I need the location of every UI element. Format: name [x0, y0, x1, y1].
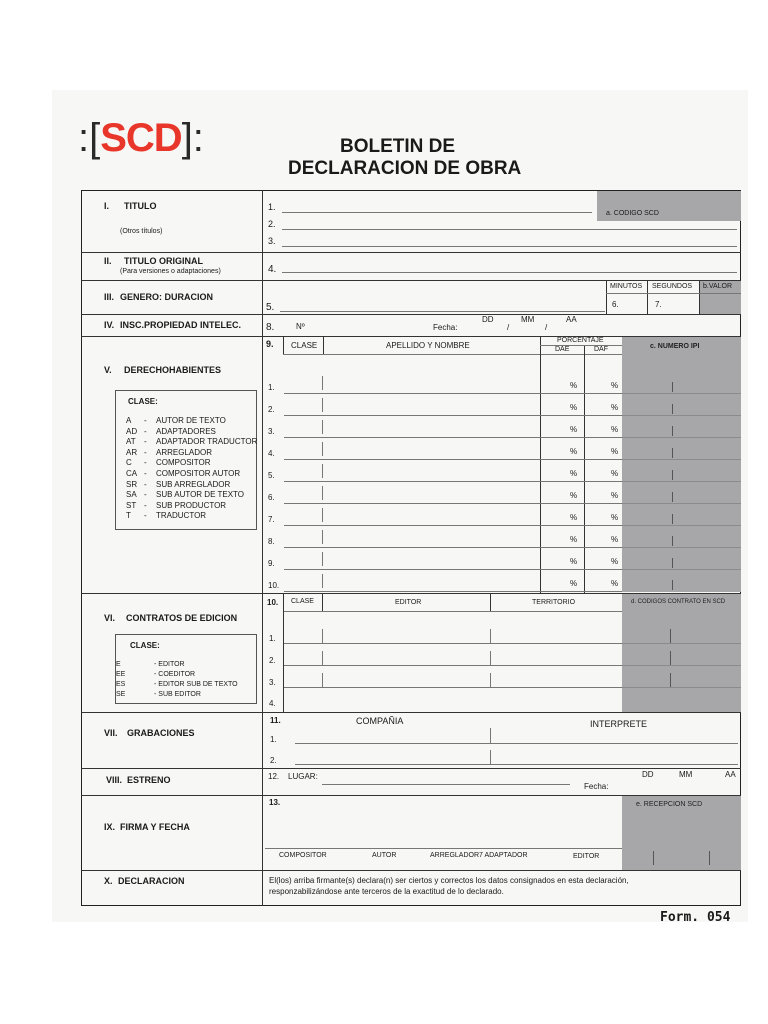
daf-pct-symbol: % [611, 513, 619, 522]
dae-pct-symbol: % [570, 491, 578, 500]
contrato-class-desc: - EDITOR SUB DE TEXTO [154, 681, 238, 688]
section-2-roman: II. [104, 256, 112, 266]
contrato-class-code: E [116, 661, 121, 668]
contrato-row-tick [322, 673, 323, 687]
codigo-row-tick [670, 651, 671, 665]
derecho-class-desc: ADAPTADORES [156, 426, 216, 436]
contrato-row-tick [490, 673, 491, 687]
ipi-row-line [622, 503, 741, 504]
lugar-field[interactable] [322, 784, 570, 785]
section-2-sub: (Para versiones o adaptaciones) [120, 268, 221, 275]
s1-line-1-num: 1. [268, 202, 276, 212]
dae-pct-symbol: % [570, 447, 578, 456]
codigo-row-line [622, 643, 741, 644]
derecho-class-desc: ARREGLADOR [156, 447, 213, 457]
dae-pct-symbol: % [570, 557, 578, 566]
derecho-row-tick [322, 508, 323, 522]
contrato-row-num: 3. [269, 678, 276, 687]
grabacion-field-2[interactable] [295, 764, 738, 765]
section-6-roman: VI. [104, 613, 116, 623]
logo-mark: SCD [100, 116, 182, 160]
segundos-label: SEGUNDOS [652, 283, 693, 290]
pct-row-line[interactable] [540, 459, 622, 460]
derecho-class-desc: COMPOSITOR AUTOR [156, 469, 241, 478]
ipi-row-line [622, 481, 741, 482]
title-line-2: DECLARACION DE OBRA [288, 158, 522, 179]
section-3-label: GENERO: DURACION [120, 292, 214, 302]
daf-pct-symbol: % [611, 491, 619, 500]
s6-num: 10. [267, 598, 279, 607]
derecho-class-desc: ADAPTADOR TRADUCTOR [156, 437, 258, 447]
contrato-row-line[interactable] [284, 687, 622, 688]
dae-pct-symbol: % [570, 579, 578, 588]
daf-label: DAF [594, 346, 608, 353]
codigo-row-line [622, 687, 741, 688]
sig-autor: AUTOR [372, 852, 397, 859]
derecho-class-desc: SUB ARREGLADOR [156, 479, 231, 489]
s5-clase-col: CLASE [291, 341, 318, 350]
sig-arreglador: ARREGLADOR7 ADAPTADOR [430, 852, 528, 859]
no-label: Nº [296, 322, 305, 331]
section-9-roman: IX. [104, 822, 116, 832]
derecho-row-tick [322, 464, 323, 478]
numero-ipi-label: c. NUMERO IPI [650, 343, 700, 350]
recepcion-scd-label: e. RECEPCION SCD [636, 801, 703, 808]
derecho-row-num: 8. [268, 537, 275, 546]
ipi-row-tick [672, 536, 673, 546]
estreno-fecha-label: Fecha: [584, 782, 609, 791]
compania-label: COMPAÑIA [356, 716, 404, 726]
section-8-label: ESTRENO [127, 775, 171, 785]
pct-row-line[interactable] [540, 591, 622, 592]
ipi-row-tick [672, 404, 673, 414]
s1-line-3-num: 3. [268, 236, 276, 246]
derecho-row-num: 5. [268, 471, 275, 480]
contrato-class-title: CLASE: [130, 641, 160, 650]
derecho-class-code: A [126, 416, 132, 425]
derecho-row-tick [322, 552, 323, 566]
dae-pct-symbol: % [570, 535, 578, 544]
daf-pct-symbol: % [611, 425, 619, 434]
codigo-row-tick [670, 629, 671, 643]
codigos-contrato-label: d. CODIGOS CONTRATO EN SCD [631, 599, 726, 605]
pct-row-line[interactable] [540, 569, 622, 570]
contrato-row-tick [490, 651, 491, 665]
s6-editor-col: EDITOR [395, 599, 422, 606]
daf-pct-symbol: % [611, 381, 619, 390]
ipi-row-line [622, 437, 741, 438]
titulo-field-2[interactable] [282, 229, 737, 230]
derecho-class-title: CLASE: [128, 397, 158, 406]
logo-bracket-left: :[ [78, 116, 101, 160]
derecho-class-dash: - [144, 437, 147, 447]
logo [78, 118, 204, 158]
codigo-row-line [622, 665, 741, 666]
daf-pct-symbol: % [611, 579, 619, 588]
ipi-row-tick [672, 492, 673, 502]
daf-pct-symbol: % [611, 403, 619, 412]
minutos-num: 6. [612, 300, 619, 309]
derecho-row-tick [322, 442, 323, 456]
ipi-row-tick [672, 580, 673, 590]
derecho-class-code: AD [126, 426, 138, 436]
date-slash-2: / [545, 323, 548, 332]
section-1-sub: (Otros títulos) [120, 228, 163, 235]
dae-pct-symbol: % [570, 381, 578, 390]
segundos-num: 7. [655, 300, 662, 309]
dd-label: DD [482, 315, 494, 324]
derecho-row-tick [322, 530, 323, 544]
ipi-row-tick [672, 426, 673, 436]
contrato-class-desc: - COEDITOR [154, 671, 196, 678]
s7-num: 11. [270, 716, 281, 725]
contrato-row-num: 1. [269, 634, 276, 643]
derecho-row-tick [322, 486, 323, 500]
derecho-row-num: 4. [268, 449, 275, 458]
section-8-roman: VIII. [106, 775, 123, 785]
contrato-class-code: EE [116, 671, 126, 678]
derecho-row-tick [322, 376, 323, 390]
title-line-1: BOLETIN DE [340, 136, 456, 157]
contrato-row-line[interactable] [284, 643, 622, 644]
aa-label: AA [566, 315, 577, 324]
contrato-row-line[interactable] [284, 665, 622, 666]
section-6-label: CONTRATOS DE EDICION [126, 613, 238, 623]
contrato-class-code: SE [116, 691, 126, 698]
minutos-label: MINUTOS [610, 283, 643, 290]
derecho-row-num: 1. [268, 383, 275, 392]
ipi-row-tick [672, 470, 673, 480]
derecho-class-dash: - [144, 479, 147, 489]
derecho-row-line[interactable] [284, 503, 540, 504]
estreno-dd: DD [642, 770, 654, 779]
daf-pct-symbol: % [611, 469, 619, 478]
derecho-row-line[interactable] [284, 459, 540, 460]
derecho-class-desc: AUTOR DE TEXTO [156, 416, 226, 425]
derecho-row-num: 6. [268, 493, 275, 502]
section-3-roman: III. [104, 292, 115, 302]
s9-num: 13. [269, 798, 281, 807]
s6-clase-col: CLASE [291, 598, 314, 605]
derecho-class-code: AT [126, 437, 136, 447]
ipi-row-line [622, 415, 741, 416]
derecho-class-desc: SUB PRODUCTOR [156, 500, 227, 510]
ipi-column [622, 336, 741, 592]
s5-name-col: APELLIDO Y NOMBRE [386, 341, 470, 350]
derecho-row-line[interactable] [284, 569, 540, 570]
form-number: Form. 054 [660, 910, 731, 925]
s4-num: 8. [266, 322, 275, 333]
section-7-label: GRABACIONES [127, 728, 195, 738]
ipi-row-tick [672, 558, 673, 568]
fecha-label: Fecha: [433, 323, 458, 332]
s8-num: 12. [268, 772, 280, 781]
pct-row-line[interactable] [540, 547, 622, 548]
contrato-row-tick [322, 629, 323, 643]
derecho-row-tick [322, 398, 323, 412]
derecho-class-code: C [126, 458, 132, 468]
derecho-row-num: 7. [268, 515, 275, 524]
derecho-class-dash: - [144, 447, 147, 457]
contrato-row-tick [322, 651, 323, 665]
derecho-class-dash: - [144, 469, 147, 478]
section-10-label: DECLARACION [118, 876, 185, 886]
lugar-label: LUGAR: [288, 772, 318, 781]
derecho-class-code: SR [126, 479, 138, 489]
pct-row-line[interactable] [540, 481, 622, 482]
derecho-row-tick [322, 420, 323, 434]
derecho-class-dash: - [144, 490, 147, 500]
porcentaje-label: PORCENTAJE [557, 337, 604, 344]
derecho-class-dash: - [144, 416, 147, 425]
estreno-mm: MM [679, 770, 693, 779]
derecho-class-dash: - [144, 511, 147, 521]
pct-row-line[interactable] [540, 415, 622, 416]
ipi-row-line [622, 569, 741, 570]
derecho-class-desc: TRADUCTOR [156, 511, 207, 521]
derecho-class-code: SA [126, 490, 137, 500]
section-9-label: FIRMA Y FECHA [120, 822, 190, 832]
s2-num: 4. [268, 264, 277, 275]
codigo-scd-label: a. CODIGO SCD [606, 210, 659, 217]
derecho-row-line[interactable] [284, 393, 540, 394]
s7-row-1-num: 1. [270, 735, 277, 744]
contrato-row-tick [490, 629, 491, 643]
declaracion-text-2: responzabilizándose ante terceros de la exactitud de lo declarado. [269, 887, 504, 896]
mm-label: MM [521, 315, 535, 324]
genero-field[interactable] [280, 311, 605, 312]
pct-row-line[interactable] [540, 393, 622, 394]
ipi-row-tick [672, 514, 673, 524]
s1-line-2-num: 2. [268, 219, 276, 229]
section-10-roman: X. [104, 876, 113, 886]
derecho-class-code: T [126, 511, 131, 521]
declaracion-text-1: El(los) arriba firmante(s) declara(n) ser ciertos y correctos los datos consignados en esta declaración, [269, 876, 629, 885]
daf-pct-symbol: % [611, 535, 619, 544]
estreno-aa: AA [725, 770, 736, 779]
derecho-row-num: 10. [268, 581, 280, 590]
titulo-field-3[interactable] [282, 246, 737, 247]
derecho-class-dash: - [144, 500, 147, 510]
derecho-class-desc: SUB AUTOR DE TEXTO [156, 490, 245, 500]
ipi-row-line [622, 459, 741, 460]
ipi-row-line [622, 525, 741, 526]
derecho-class-code: ST [126, 500, 137, 510]
contrato-class-code: ES [116, 681, 126, 688]
ipi-row-line [622, 393, 741, 394]
derecho-row-line[interactable] [284, 481, 540, 482]
s3-num: 5. [266, 302, 275, 313]
derecho-row-line[interactable] [284, 415, 540, 416]
ipi-row-line [622, 547, 741, 548]
titulo-field-1[interactable] [282, 212, 592, 213]
s5-num: 9. [266, 339, 274, 349]
codigo-row-tick [670, 673, 671, 687]
contrato-class-desc: - EDITOR [154, 661, 185, 668]
contrato-class-desc: - SUB EDITOR [154, 691, 201, 698]
grabacion-field-1[interactable] [295, 743, 738, 744]
derecho-class-dash: - [144, 458, 147, 468]
sig-editor: EDITOR [573, 853, 600, 860]
section-5-label: DERECHOHABIENTES [124, 365, 222, 375]
dae-pct-symbol: % [570, 513, 578, 522]
signature-line[interactable] [265, 848, 622, 849]
derecho-row-line[interactable] [284, 547, 540, 548]
section-2-label: TITULO ORIGINAL [124, 256, 203, 266]
interprete-label: INTERPRETE [590, 719, 648, 729]
derecho-class-desc: COMPOSITOR [156, 458, 211, 468]
s7-row-2-num: 2. [270, 756, 277, 765]
s6-territorio-col: TERRITORIO [532, 599, 576, 606]
derecho-row-num: 2. [268, 405, 275, 414]
pct-row-line[interactable] [540, 503, 622, 504]
section-1-roman: I. [104, 201, 110, 211]
derecho-class-code: AR [126, 447, 138, 457]
dae-pct-symbol: % [570, 469, 578, 478]
contrato-row-num: 4. [269, 699, 276, 708]
daf-pct-symbol: % [611, 557, 619, 566]
dae-pct-symbol: % [570, 403, 578, 412]
derecho-row-tick [322, 574, 323, 588]
dae-pct-symbol: % [570, 425, 578, 434]
daf-pct-symbol: % [611, 447, 619, 456]
derecho-row-num: 3. [268, 427, 275, 436]
sig-compositor: COMPOSITOR [279, 852, 327, 859]
pct-row-line[interactable] [540, 437, 622, 438]
section-4-label: INSC.PROPIEDAD INTELEC. [120, 320, 242, 330]
ipi-row-tick [672, 382, 673, 392]
derecho-class-code: CA [126, 469, 138, 478]
derecho-row-line[interactable] [284, 591, 540, 592]
logo-bracket-right: ]: [181, 116, 204, 160]
derecho-row-line[interactable] [284, 525, 540, 526]
contrato-row-num: 2. [269, 656, 276, 665]
dae-label: DAE [555, 346, 570, 353]
ipi-row-tick [672, 448, 673, 458]
section-4-roman: IV. [104, 320, 115, 330]
section-5-roman: V. [104, 365, 112, 375]
section-7-roman: VII. [104, 728, 118, 738]
valor-label: b.VALOR [703, 283, 733, 290]
titulo-original-field[interactable] [282, 272, 737, 273]
date-slash-1: / [507, 323, 510, 332]
derecho-row-num: 9. [268, 559, 275, 568]
derecho-row-line[interactable] [284, 437, 540, 438]
section-1-label: TITULO [124, 201, 157, 211]
codigos-contrato-column [622, 593, 741, 712]
pct-row-line[interactable] [540, 525, 622, 526]
derecho-class-dash: - [144, 426, 147, 436]
